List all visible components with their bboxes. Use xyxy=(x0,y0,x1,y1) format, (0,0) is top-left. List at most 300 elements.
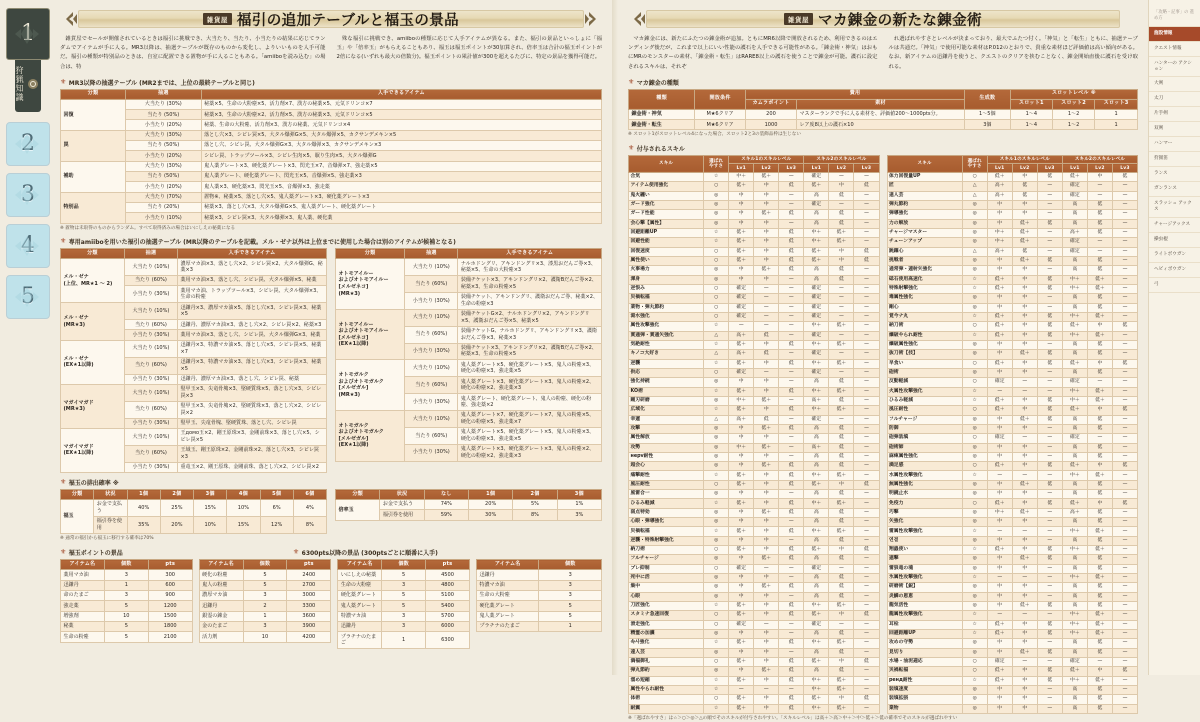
skill2-lv2: 低＋ xyxy=(1087,284,1112,293)
skill1-lv2: 中 xyxy=(754,247,779,256)
skill-row xyxy=(887,331,1138,340)
skill2-lv3: — xyxy=(1112,536,1137,545)
skill-row xyxy=(887,462,1138,471)
skill2-lv3: — xyxy=(854,686,879,695)
skill-row xyxy=(629,359,880,368)
skill-ease: ☆ xyxy=(962,284,987,293)
th-fukudama: 1個 xyxy=(127,490,160,500)
skill-row xyxy=(629,602,880,611)
skill2-lv2: 低 xyxy=(1087,695,1112,704)
skill1-lv2: 中 xyxy=(1012,536,1037,545)
skill-ease: ◎ xyxy=(704,191,729,200)
th-type: 種類 xyxy=(629,89,695,109)
skill-name: 反動軽減 xyxy=(887,378,962,387)
skill-name: 耐震 xyxy=(629,704,704,713)
skill-ease: ◎ xyxy=(704,508,729,517)
skill2-lv2: 低 xyxy=(829,518,854,527)
skill1-lv1: 中 xyxy=(987,602,1012,611)
th-skill2-lv1: Lv1 xyxy=(1062,164,1087,173)
th-skill1-lv1: Lv1 xyxy=(729,164,754,173)
skill2-lv2: 中 xyxy=(829,182,854,191)
skill1-lv1: 中 xyxy=(987,564,1012,573)
diamond-ornament-icon xyxy=(13,184,41,206)
skill2-lv1: 低＋ xyxy=(1062,462,1087,471)
draw-items: 堅甲玉×3、尖竜骨塊×2、堅硬質珠×3、落とし穴×2、シビレ罠×2 xyxy=(178,401,327,418)
skill2-lv2: 中 xyxy=(829,658,854,667)
item-count: 5 xyxy=(243,570,287,580)
skill1-lv2: — xyxy=(1012,611,1037,620)
skill1-lv1: 中 xyxy=(987,555,1012,564)
skill2-lv3: 低 xyxy=(854,546,879,555)
th-prize: アイテム名 xyxy=(338,560,382,570)
skill1-lv2: 中 xyxy=(1012,667,1037,676)
rate-condition: 福引券を使用 xyxy=(380,510,424,520)
skill-row xyxy=(887,312,1138,321)
skill-row xyxy=(629,564,880,573)
skill-ease: ☆ xyxy=(704,676,729,685)
skill-row xyxy=(629,686,880,695)
skill2-lv2: 低＋ xyxy=(1087,574,1112,583)
amiibo-category: オトモアイルー およびオトモアイルー [メルゼネコ] (EX★1以降) xyxy=(336,309,405,360)
skill-row xyxy=(887,396,1138,405)
skill-row xyxy=(887,368,1138,377)
skill1-lv2: 低＋ xyxy=(1012,350,1037,359)
skill-name: 災禍転福 xyxy=(629,294,704,303)
skill1-lv3: 低 xyxy=(1037,172,1062,181)
skill1-lv3: 低 xyxy=(1037,480,1062,489)
draw-items: 迅鎌丹×3、特濃マカ油×5、落とし穴×5、シビレ罠×5、秘薬×7 xyxy=(178,340,327,357)
nav-item-0[interactable]: 施設情報 xyxy=(1149,27,1200,42)
skill1-lv1: 中 xyxy=(729,648,754,657)
item-count: 3 xyxy=(382,611,426,621)
skill-row xyxy=(629,415,880,424)
rate-condition: お金で支払う xyxy=(94,500,127,517)
draw-items: 鬼人薬グレート×3、硬化薬グレート×3、閃光玉×7、音爆弾×7、強走薬×5 xyxy=(201,161,601,171)
rate-value: 40% xyxy=(127,500,160,517)
skill-ease: ◎ xyxy=(962,200,987,209)
skill1-lv1: 中 xyxy=(729,200,754,209)
skill-ease: ☆ xyxy=(704,406,729,415)
skill2-lv2: 低＋ xyxy=(1087,620,1112,629)
item-name: 濃厚マカ油 xyxy=(199,590,243,600)
skill2-lv1: 中＋ xyxy=(804,238,829,247)
draw-category: 罠 xyxy=(61,130,126,161)
nav-item-1[interactable]: クエスト情報 xyxy=(1149,42,1200,57)
skill2-lv2: 低＋ xyxy=(1087,471,1112,480)
skill2-lv3: 低 xyxy=(1112,406,1137,415)
table-header-row xyxy=(199,560,331,570)
skill2-lv1: 低＋ xyxy=(804,182,829,191)
skill2-lv3: 低 xyxy=(1112,359,1137,368)
skill1-lv3: — xyxy=(1037,228,1062,237)
draw-items: 王域玉、剛王原珠×2、金剛前珠×2、落とし穴×3、シビレ罠×3 xyxy=(178,445,327,462)
skill2-lv2: 低＋ xyxy=(1087,611,1112,620)
skill-ease: ○ xyxy=(962,322,987,331)
skill1-lv1: 中 xyxy=(729,536,754,545)
skill-name: 連撃 xyxy=(887,555,962,564)
nav-guide-intro[interactable]: 「攻略・記事」の 進め方 xyxy=(1149,6,1200,27)
skill1-lv2: 中 xyxy=(754,387,779,396)
nav-item-2[interactable]: ハンターの アクション xyxy=(1149,57,1200,78)
skill-row xyxy=(629,275,880,284)
skill1-lv3: — xyxy=(1037,471,1062,480)
nav-item-16[interactable]: 弓 xyxy=(1149,278,1200,293)
skill1-lv1: 中 xyxy=(987,266,1012,275)
rate-value: 59% xyxy=(424,510,468,520)
skill1-lv1: 低＋ xyxy=(987,331,1012,340)
table-header-row xyxy=(629,89,1138,99)
skill1-lv3: — xyxy=(779,564,804,573)
skill-row xyxy=(887,359,1138,368)
skill1-lv3: 低 xyxy=(1037,312,1062,321)
item-points: 3600 xyxy=(287,611,331,621)
skill2-lv2: 低＋ xyxy=(829,238,854,247)
skill-ease: ☆ xyxy=(962,574,987,583)
skill-ease: ◎ xyxy=(962,583,987,592)
skill-row xyxy=(629,424,880,433)
alchemy-count: 1～5個 xyxy=(964,109,1010,119)
skill1-lv1: 低＋ xyxy=(987,312,1012,321)
skill2-lv1: 確定 xyxy=(804,284,829,293)
skill1-lv1: 低＋ xyxy=(987,499,1012,508)
skill2-lv2: 中 xyxy=(829,480,854,489)
left-section-heading-4-text: 福玉ポイントの景品 xyxy=(68,550,123,558)
skill1-lv3: 低 xyxy=(1037,499,1062,508)
skill-row xyxy=(629,210,880,219)
skill-ease: △ xyxy=(962,247,987,256)
skill1-lv1: 中 xyxy=(729,191,754,200)
skill2-lv2: 低 xyxy=(1087,518,1112,527)
table-header-row xyxy=(629,155,880,164)
skill1-lv2: 中 xyxy=(754,340,779,349)
draw-category: 回復 xyxy=(61,99,126,130)
skill1-lv2: 中 xyxy=(754,256,779,265)
chapter-tab-3[interactable] xyxy=(6,173,50,217)
skill2-lv3: — xyxy=(1112,620,1137,629)
nav-item-5[interactable]: 片手剣 xyxy=(1149,107,1200,122)
rate-value: 10% xyxy=(227,500,260,517)
skill1-lv1: 中 xyxy=(729,508,754,517)
skill1-lv1: 低＋ xyxy=(987,676,1012,685)
skill1-lv2: 中 xyxy=(1012,368,1037,377)
skill2-lv1: 中＋ xyxy=(1062,620,1087,629)
skill-row xyxy=(629,191,880,200)
skill-row xyxy=(887,434,1138,443)
skill2-lv3: — xyxy=(854,340,879,349)
item-points: 1800 xyxy=(148,621,192,631)
skill1-lv3: — xyxy=(779,172,804,181)
skill1-lv3: 低 xyxy=(779,611,804,620)
skill1-lv1: 中 xyxy=(729,275,754,284)
skill-ease: ◎ xyxy=(962,564,987,573)
skill1-lv1: 中 xyxy=(987,648,1012,657)
skill2-lv2: 低＋ xyxy=(829,471,854,480)
skill2-lv3: — xyxy=(854,536,879,545)
skill1-lv3: — xyxy=(1037,527,1062,536)
skill2-lv1: 中＋ xyxy=(1062,527,1087,536)
draw-chance: 当たり (60%) xyxy=(124,401,177,418)
skill1-lv1: 中 xyxy=(729,462,754,471)
item-points: 1200 xyxy=(148,601,192,611)
skill1-lv1: 低＋ xyxy=(987,284,1012,293)
skill2-lv1: 高＋ xyxy=(1062,228,1087,237)
skill2-lv3: — xyxy=(854,527,879,536)
skill1-lv2: 中 xyxy=(754,518,779,527)
prize-row xyxy=(199,611,331,621)
skill1-lv3: — xyxy=(779,200,804,209)
left-section-heading-3 xyxy=(60,478,602,487)
skill-ease: ☆ xyxy=(962,620,987,629)
draw-items: 鬼人薬グレート、硬化薬グレート、閃光玉×5、音爆弾×5、強走薬×3 xyxy=(201,172,601,182)
skill-ease: ◎ xyxy=(962,219,987,228)
skill1-lv2: 低＋ xyxy=(1012,256,1037,265)
skill1-lv1: 確定 xyxy=(729,312,754,321)
skill-name: 弾導強化 xyxy=(887,210,962,219)
skill1-lv1: 低＋ xyxy=(729,471,754,480)
prize-after-row xyxy=(476,590,601,600)
skill2-lv1: 高 xyxy=(1062,602,1087,611)
draw-chance: 小当たり (30%) xyxy=(124,374,177,384)
skill2-lv3: — xyxy=(1112,704,1137,713)
skill-name: 砲術師 xyxy=(887,443,962,452)
points-table-2 xyxy=(199,559,332,642)
skill2-lv2: — xyxy=(829,350,854,359)
nav-item-8[interactable]: 狩猟笛 xyxy=(1149,152,1200,167)
skill-name: нерv耐性 xyxy=(629,452,704,461)
item-name: 増強剤 xyxy=(61,611,105,621)
skill1-lv1: 中 xyxy=(729,583,754,592)
nav-item-15[interactable]: ヘビィボウガン xyxy=(1149,263,1200,278)
skill1-lv1: 低＋ xyxy=(729,359,754,368)
skill1-lv2: — xyxy=(1012,527,1037,536)
skill1-lv1: 中 xyxy=(987,583,1012,592)
nav-item-11[interactable]: スラッシュ アックス xyxy=(1149,197,1200,218)
skill-row xyxy=(887,387,1138,396)
draw-chance: 当たり (60%) xyxy=(124,357,177,374)
skill2-lv2: 低 xyxy=(1087,555,1112,564)
skill-row xyxy=(887,490,1138,499)
skill1-lv3: 低 xyxy=(779,266,804,275)
nav-item-4[interactable]: 太刀 xyxy=(1149,92,1200,107)
skill1-lv3: 低 xyxy=(1037,219,1062,228)
arrow-left-ornament-icon xyxy=(62,11,78,27)
draw-items: 秘薬×5、生命の大粉塵×5、活力剤×7、漢方の秘薬×5、元気ドリンコ×7 xyxy=(201,99,601,109)
skill1-lv2: 低 xyxy=(1012,182,1037,191)
skill2-lv2: 低 xyxy=(829,462,854,471)
item-name: 生命の大粉塵 xyxy=(476,590,539,600)
skill1-lv3: — xyxy=(779,592,804,601)
chapter-tab-2[interactable] xyxy=(6,122,50,166)
skill-name: 溜め短縮 xyxy=(629,676,704,685)
skill-row xyxy=(629,480,880,489)
skill1-lv1: 低＋ xyxy=(729,527,754,536)
skill-name: ひるみ軽減 xyxy=(887,396,962,405)
skill-ease: ○ xyxy=(704,368,729,377)
skill-ease: ○ xyxy=(704,247,729,256)
nav-item-13[interactable]: 操虫棍 xyxy=(1149,233,1200,248)
chapter-tab-5[interactable] xyxy=(6,275,50,319)
amiibo-category: マガイマガド (MR★3) xyxy=(61,384,125,428)
draw-chance: 当たり (60%) xyxy=(405,326,458,343)
skill2-lv3: — xyxy=(1112,191,1137,200)
skill1-lv1: 低＋ xyxy=(729,480,754,489)
skill2-lv1: 中＋ xyxy=(1062,630,1087,639)
skill-ease: ○ xyxy=(704,182,729,191)
rate-value: 74% xyxy=(424,500,468,510)
skill1-lv3: — xyxy=(1037,368,1062,377)
skill1-lv1: 高＋ xyxy=(987,182,1012,191)
skill1-lv2: 低＋ xyxy=(1012,555,1037,564)
left-intro-col-2: 殊な福引に挑戦でき、amiiboの種類に応じて入手アイテムが異なる。また、福引の景品といっしょに「福玉」や「倍率玉」がもらえることもあり、福玉は福玉ポイントが30加算され、倍率玉は合計の福玉ポイントが2倍になる(いずれも最大の倍数分)。福玉ポイントの累計値が300を超えるたびに、特定の景品を獲得可能だ。 xyxy=(336,36,602,61)
skill1-lv3: — xyxy=(779,452,804,461)
skill2-lv2: 低 xyxy=(1087,452,1112,461)
skill-row xyxy=(887,340,1138,349)
skill1-lv3: — xyxy=(779,518,804,527)
skill-row xyxy=(887,583,1138,592)
skill-ease: ◎ xyxy=(962,686,987,695)
skill-row xyxy=(629,350,880,359)
skill-row xyxy=(887,415,1138,424)
skill2-lv2: 低 xyxy=(1087,368,1112,377)
draw-chance: 大当たり (10%) xyxy=(124,259,177,276)
amiibo-category: オトモガルク およびオトモガルク [メルゼガル] (MR★3) xyxy=(336,360,405,411)
item-name: 薬用マカ油 xyxy=(61,570,105,580)
skill1-lv2: 中 xyxy=(1012,294,1037,303)
skill2-lv3: — xyxy=(854,191,879,200)
skill1-lv2: 中 xyxy=(1012,462,1037,471)
skill2-lv2: 低＋ xyxy=(1087,331,1112,340)
right-section-heading-1-text: マカ錬金の種類 xyxy=(636,79,679,87)
amiibo-row xyxy=(61,340,327,357)
skill-name: 超会心 xyxy=(629,462,704,471)
prize-row xyxy=(61,580,193,590)
skill2-lv3: — xyxy=(854,284,879,293)
skill2-lv1: 低＋ xyxy=(1062,406,1087,415)
draw-items: 迅鎌丹×3、特濃マカ油×3、落とし穴×3、シビレ罠×3、秘薬×5 xyxy=(178,357,327,374)
skill2-lv3: — xyxy=(1112,415,1137,424)
draw-items: 装備チケット×3、アキンドングリ×2、護衛Bだんご券×2、秘薬×3、生命の粉塵×5 xyxy=(458,343,602,360)
skill2-lv3: — xyxy=(854,462,879,471)
skill2-lv2: 低 xyxy=(1087,228,1112,237)
th-skill2-lv3: Lv3 xyxy=(1112,164,1137,173)
skill1-lv3: — xyxy=(1037,536,1062,545)
skill2-lv1: 高 xyxy=(804,210,829,219)
skill2-lv2: 低＋ xyxy=(1087,676,1112,685)
skill2-lv1: 高＋ xyxy=(804,396,829,405)
nav-item-14[interactable]: ライトボウガン xyxy=(1149,248,1200,263)
skill1-lv3: 低 xyxy=(779,424,804,433)
item-count: 3 xyxy=(539,590,602,600)
th-fukudama: 3個 xyxy=(194,490,227,500)
alchemy-slot1: 1～4 xyxy=(1010,109,1052,119)
skill1-lv3: — xyxy=(1037,191,1062,200)
chapter-tab-1-label[interactable] xyxy=(15,60,41,112)
skill1-lv3: 低 xyxy=(779,499,804,508)
th-draw: 抽選 xyxy=(124,249,177,259)
skill2-lv3: — xyxy=(1112,452,1137,461)
skill-name: 火事場力 xyxy=(629,266,704,275)
skill1-lv2: 低 xyxy=(1012,247,1037,256)
item-count: 3 xyxy=(382,580,426,590)
alchemy-points: 200 xyxy=(746,109,797,119)
skill-name: ренд耐性 xyxy=(887,676,962,685)
skill-row xyxy=(887,284,1138,293)
diamond-ornament-icon xyxy=(13,133,41,155)
skill2-lv1: 中＋ xyxy=(804,340,829,349)
skill-name: 渾身 xyxy=(629,275,704,284)
skill1-lv1: 低＋ xyxy=(987,322,1012,331)
skill2-lv1: 中＋ xyxy=(1062,676,1087,685)
draw-items: 鬼人薬グレート、硬化薬グレート、鬼人の粉塵、硬化の粉塵、強走薬×2 xyxy=(458,394,602,411)
fukudama-rate-table xyxy=(60,489,327,534)
skill2-lv3: 低 xyxy=(854,611,879,620)
skill2-lv2: 低 xyxy=(1087,256,1112,265)
nav-item-12[interactable]: チャージアックス xyxy=(1149,218,1200,233)
skill1-lv2: — xyxy=(1012,471,1037,480)
skill2-lv2: 低 xyxy=(829,508,854,517)
skill1-lv1: 中 xyxy=(987,200,1012,209)
skill1-lv1: 低＋ xyxy=(729,602,754,611)
skill-name: 体術 xyxy=(629,695,704,704)
skill-row xyxy=(629,200,880,209)
amiibo-row xyxy=(336,259,602,276)
skill-name: ガード強化 xyxy=(629,200,704,209)
skill-row xyxy=(887,247,1138,256)
nav-item-9[interactable]: ランス xyxy=(1149,167,1200,182)
nav-item-10[interactable]: ガンランス xyxy=(1149,182,1200,197)
skill-name: 心眼 xyxy=(629,592,704,601)
nav-item-6[interactable]: 双剣 xyxy=(1149,122,1200,137)
nav-item-3[interactable]: 大剣 xyxy=(1149,77,1200,92)
skill2-lv1: 高 xyxy=(1062,424,1087,433)
skill1-lv2: 低＋ xyxy=(1012,219,1037,228)
chapter-tab-1[interactable] xyxy=(6,8,50,60)
skill-ease: ○ xyxy=(962,434,987,443)
skill1-lv3: 低 xyxy=(779,182,804,191)
skill1-lv3: — xyxy=(779,415,804,424)
skill-row xyxy=(887,648,1138,657)
draw-items: 堅甲玉、尖竜骨塊、堅硬質珠、落とし穴、シビレ罠 xyxy=(178,418,327,428)
prize-after-row xyxy=(476,570,601,580)
skill2-lv3: — xyxy=(854,266,879,275)
skill1-lv3: 低 xyxy=(1037,322,1062,331)
skill2-lv3: — xyxy=(1112,378,1137,387)
th-prize: アイテム名 xyxy=(61,560,105,570)
th-skill1-lv3: Lv3 xyxy=(1037,164,1062,173)
skill1-lv3: — xyxy=(1037,583,1062,592)
alchemy-row xyxy=(629,120,1138,130)
skill2-lv3: — xyxy=(1112,443,1137,452)
nav-item-7[interactable]: ハンマー xyxy=(1149,137,1200,152)
skill2-lv3: — xyxy=(1112,658,1137,667)
skill1-lv3: — xyxy=(779,396,804,405)
points-table-3 xyxy=(337,559,470,649)
skill1-lv2: 中 xyxy=(1012,592,1037,601)
skill-row xyxy=(629,508,880,517)
chapter-tab-4[interactable] xyxy=(6,224,50,268)
skill2-lv1: 確定 xyxy=(804,331,829,340)
draw-chance: 大当たり (10%) xyxy=(405,411,458,428)
draw-chance: 小当たり (20%) xyxy=(125,182,201,192)
th-count: 生成数 xyxy=(964,89,1010,109)
skill-name: 爆破属性強化 xyxy=(887,340,962,349)
skill2-lv3: — xyxy=(1112,266,1137,275)
draw-chance: 小当たり (30%) xyxy=(405,444,458,461)
skill2-lv1: 中＋ xyxy=(1062,284,1087,293)
skill1-lv1: 中 xyxy=(987,639,1012,648)
alchemy-types-table xyxy=(628,89,1138,131)
skill1-lv1: 中 xyxy=(729,434,754,443)
